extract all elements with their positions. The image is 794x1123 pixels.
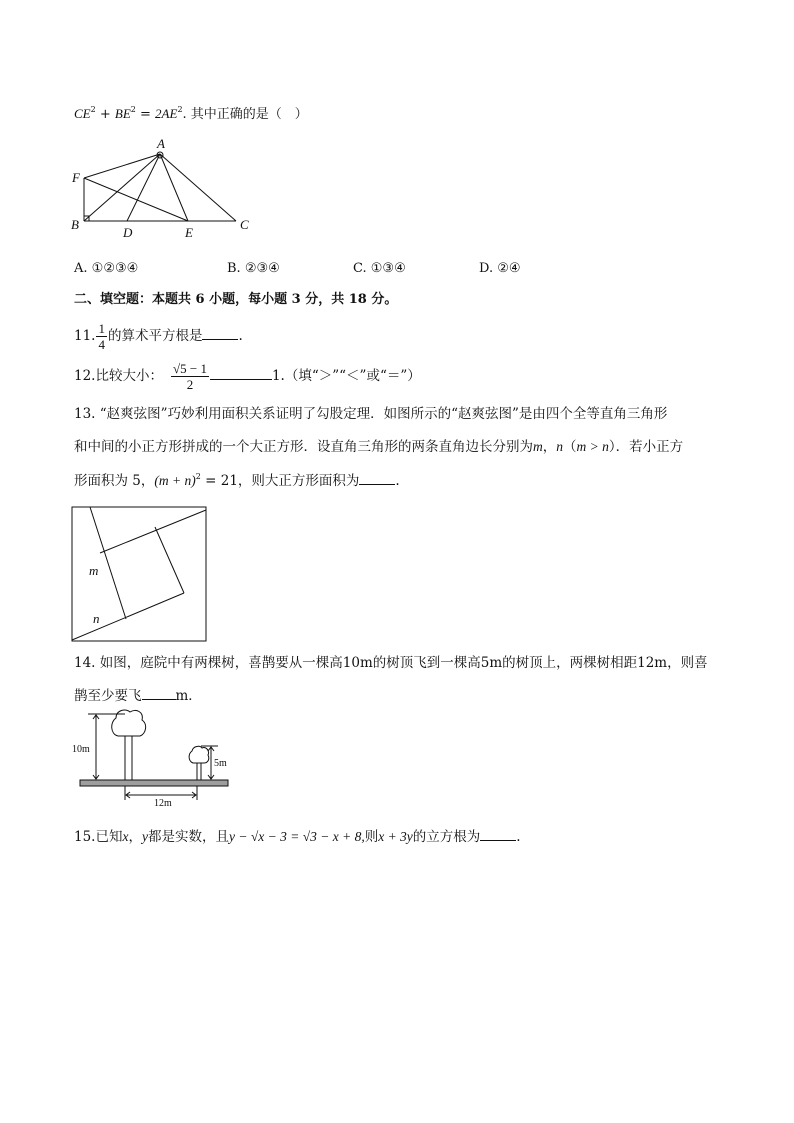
q10-equation-line <box>74 106 308 121</box>
q12-frac-num: √5 − 1 <box>172 361 207 376</box>
q13-line2b: ．若小正方 <box>615 439 684 455</box>
eq-ce: CE <box>74 106 91 121</box>
short-tree-crown <box>189 746 209 763</box>
option-letter: D. <box>479 261 494 276</box>
eq-exp: 2 <box>90 105 96 114</box>
eq-plus: + <box>95 107 115 122</box>
q11-end: . <box>238 328 243 344</box>
label-b: B <box>71 217 79 232</box>
q12-answer-blank[interactable] <box>210 368 272 380</box>
q15-expr: x + 3y <box>378 829 413 844</box>
option-letter: B. <box>227 261 241 276</box>
q13-line3a: 形面积为 5， <box>74 473 155 489</box>
option-letter: C. <box>353 261 367 276</box>
section-2-heading: 二、填空题：本题共 6 小题，每小题 3 分，共 18 分。 <box>74 292 398 307</box>
eq-be: BE <box>114 106 131 121</box>
option-d[interactable] <box>479 261 521 276</box>
q13-line2a: 和中间的小正方形拼成的一个大正方形．设直角三角形的两条直角边长分别为 <box>74 439 533 455</box>
q10-suffix: . 其中正确的是（ ） <box>182 107 308 122</box>
q13-end: . <box>395 473 400 489</box>
label-10m: 10m <box>72 744 90 755</box>
label-f: F <box>72 170 80 185</box>
label-e: E <box>185 225 193 240</box>
q12-one: 1 <box>271 368 281 384</box>
question-12 <box>74 362 421 391</box>
q15-text2: 都是实数，且 <box>147 829 229 845</box>
q13-line3b: ，则大正方形面积为 <box>237 473 360 489</box>
q15-answer-blank[interactable] <box>480 829 516 841</box>
label-a: A <box>157 136 165 151</box>
q13-answer-blank[interactable] <box>359 473 395 485</box>
option-text: ①②③④ <box>91 261 139 276</box>
option-text: ②④ <box>497 261 521 276</box>
q15-text1: 已知 <box>95 829 123 845</box>
q13-exp: 2 <box>195 472 201 481</box>
q15-y: y <box>141 829 148 844</box>
q13-condition: m > n <box>576 439 609 454</box>
q11-answer-blank[interactable] <box>202 328 238 340</box>
question-15: 15.已知x，y都是实数，且y − √x − 3 = √3 − x + 8,则x + 3y的立方根为 . <box>74 829 521 845</box>
question-11 <box>74 322 243 351</box>
q11-fraction <box>96 322 107 351</box>
q12-hint: .（填“＞”“＜”或“＝”） <box>280 368 421 384</box>
option-b[interactable] <box>227 261 280 276</box>
q12-prefix: 比较大小： <box>95 368 163 384</box>
ground <box>80 780 228 786</box>
q15-text3: 则 <box>364 829 379 845</box>
eq-exp: 2 <box>177 105 183 114</box>
q11-frac-num: 1 <box>98 321 105 336</box>
q12-frac-den: 2 <box>186 377 194 392</box>
label-d: D <box>123 225 133 240</box>
q14-line-2 <box>74 688 202 704</box>
trees-figure <box>70 706 234 810</box>
q15-text4: 的立方根为 <box>412 829 481 845</box>
option-letter: A. <box>74 261 88 276</box>
q11-number: 11. <box>74 328 96 344</box>
q14-line-1: 14. 如图，庭院中有两棵树，喜鹊要从一棵高10m的树顶飞到一棵高5m的树顶上，两棵树相距12m，则喜 <box>74 655 708 671</box>
q13-line-2: 和中间的小正方形拼成的一个大正方形．设直角三角形的两条直角边长分别为m，n（m > n）．若小正方 <box>74 439 684 455</box>
q13-m: m <box>533 439 543 454</box>
line-ac <box>160 154 236 221</box>
q12-fraction <box>171 362 209 391</box>
q15-equation: y − √x − 3 = √3 − x + 8, <box>228 829 365 844</box>
label-c: C <box>240 217 249 232</box>
option-text: ②③④ <box>244 261 280 276</box>
hypotenuse-right <box>155 527 184 593</box>
label-12m: 12m <box>154 798 172 809</box>
option-text: ①③④ <box>370 261 406 276</box>
line-ab <box>84 154 160 221</box>
q12-number: 12. <box>74 368 96 384</box>
q14-line2: 鹊至少要飞 <box>74 688 142 704</box>
q14-unit: m． <box>175 688 202 704</box>
q13-line-1: 13. “赵爽弦图”巧妙利用面积关系证明了勾股定理．如图所示的“赵爽弦图”是由四个全等直角三角形 <box>74 406 668 422</box>
option-a[interactable] <box>74 261 138 276</box>
q13-n: n <box>556 439 563 454</box>
line-fa <box>84 154 160 178</box>
label-m: m <box>89 563 99 578</box>
q10-triangle-figure <box>66 136 262 244</box>
q14-answer-blank[interactable] <box>142 688 176 700</box>
q15-x: x <box>122 829 129 844</box>
eq-equals: = <box>135 107 156 122</box>
q11-frac-den: 4 <box>98 337 105 352</box>
zhao-shuang-figure <box>70 505 210 643</box>
q13-expr-val: = 21 <box>200 473 238 489</box>
eq-exp: 2 <box>130 105 136 114</box>
label-5m: 5m <box>214 758 227 769</box>
q13-expr: (m + n) <box>154 473 196 488</box>
q13-line-3 <box>74 473 400 489</box>
line-ad <box>127 154 160 221</box>
q15-number: 15. <box>74 829 96 845</box>
label-n: n <box>93 611 100 626</box>
eq-rhs: 2AE <box>155 106 178 121</box>
hypotenuse-bottom <box>72 593 184 640</box>
q11-text: 的算术平方根是 <box>107 328 203 344</box>
q15-end: . <box>516 829 521 845</box>
option-c[interactable] <box>353 261 406 276</box>
hypotenuse-top <box>100 510 206 553</box>
